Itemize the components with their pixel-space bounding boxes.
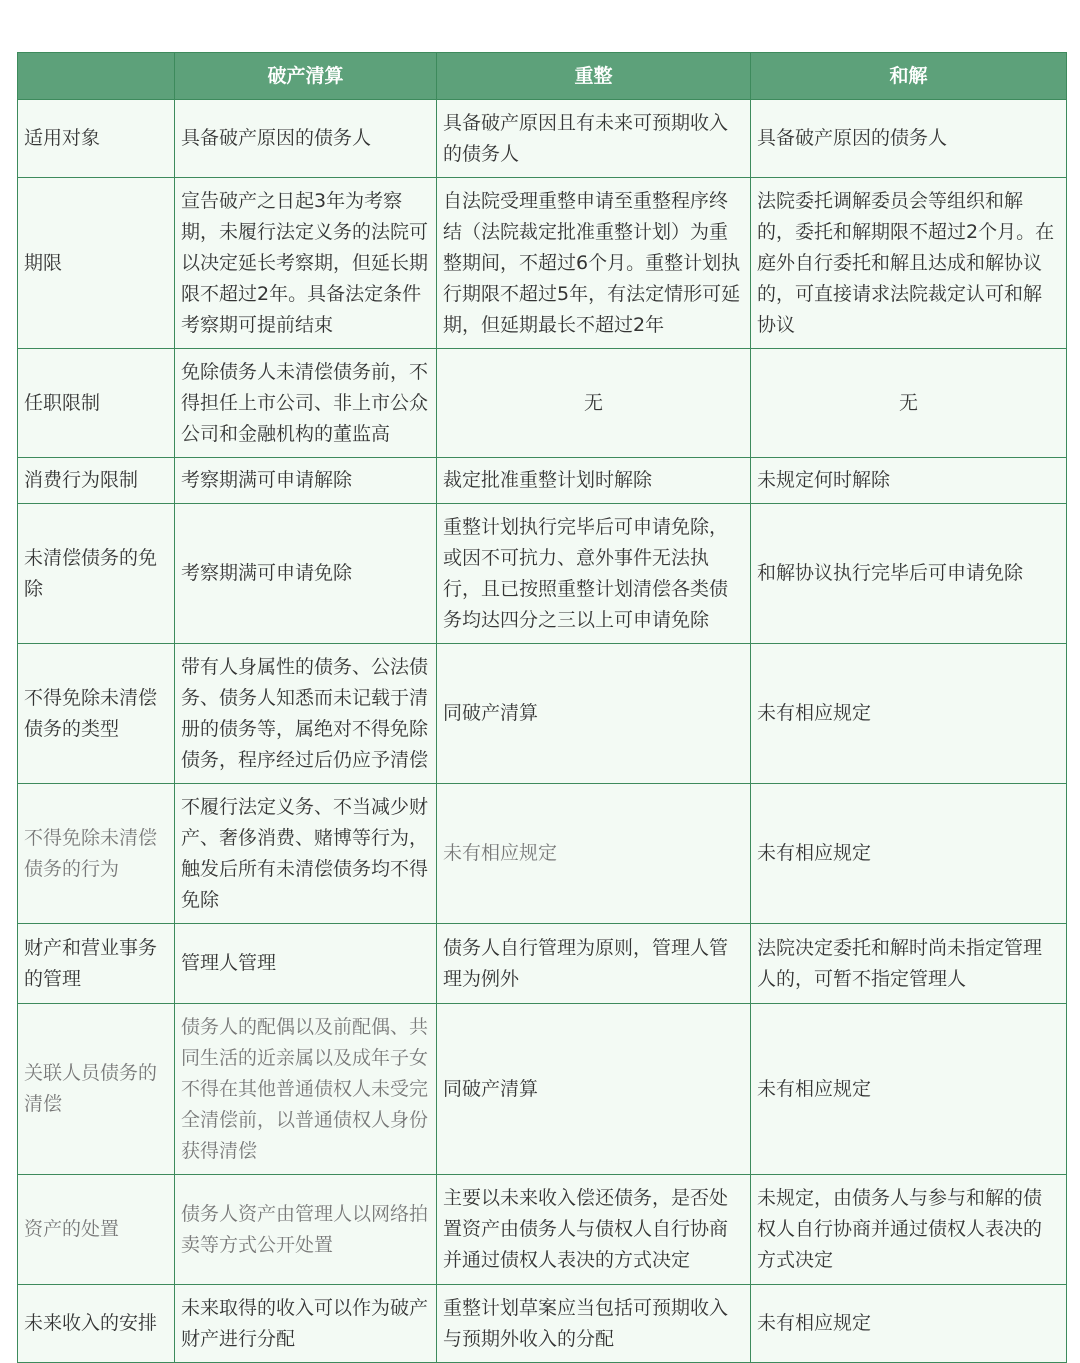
cell-settlement: 具备破产原因的债务人 xyxy=(751,100,1067,178)
row-label: 任职限制 xyxy=(18,349,175,458)
table-row xyxy=(18,349,1067,458)
cell-settlement: 未规定何时解除 xyxy=(751,458,1067,504)
row-label: 期限 xyxy=(18,178,175,349)
cell-reorganization: 未有相应规定 xyxy=(437,784,751,924)
comparison-table xyxy=(17,52,1067,1363)
table-row xyxy=(18,178,1067,349)
cell-reorganization: 债务人自行管理为原则，管理人管理为例外 xyxy=(437,924,751,1004)
cell-liquidation: 考察期满可申请解除 xyxy=(175,458,437,504)
header-reorganization: 重整 xyxy=(437,53,751,100)
cell-settlement: 和解协议执行完毕后可申请免除 xyxy=(751,504,1067,644)
table-row xyxy=(18,784,1067,924)
row-label: 不得免除未清偿债务的行为 xyxy=(18,784,175,924)
cell-settlement: 未有相应规定 xyxy=(751,1285,1067,1363)
cell-liquidation: 不履行法定义务、不当减少财产、奢侈消费、赌博等行为，触发后所有未清偿债务均不得免除 xyxy=(175,784,437,924)
cell-settlement: 未有相应规定 xyxy=(751,644,1067,784)
cell-liquidation: 债务人资产由管理人以网络拍卖等方式公开处置 xyxy=(175,1175,437,1285)
table-row xyxy=(18,504,1067,644)
table-row xyxy=(18,924,1067,1004)
cell-reorganization: 无 xyxy=(437,349,751,458)
cell-reorganization: 裁定批准重整计划时解除 xyxy=(437,458,751,504)
cell-settlement: 未有相应规定 xyxy=(751,784,1067,924)
table-row xyxy=(18,1004,1067,1175)
row-label: 财产和营业事务的管理 xyxy=(18,924,175,1004)
cell-settlement: 未规定，由债务人与参与和解的债权人自行协商并通过债权人表决的方式决定 xyxy=(751,1175,1067,1285)
cell-reorganization: 自法院受理重整申请至重整程序终结（法院裁定批准重整计划）为重整期间，不超过6个月。重整计划执行期限不超过5年，有法定情形可延期，但延期最长不超过2年 xyxy=(437,178,751,349)
cell-reorganization: 具备破产原因且有未来可预期收入的债务人 xyxy=(437,100,751,178)
top-margin xyxy=(0,0,1080,52)
cell-liquidation: 考察期满可申请免除 xyxy=(175,504,437,644)
header-blank xyxy=(18,53,175,100)
row-label: 未来收入的安排 xyxy=(18,1285,175,1363)
cell-liquidation: 具备破产原因的债务人 xyxy=(175,100,437,178)
cell-liquidation: 债务人的配偶以及前配偶、共同生活的近亲属以及成年子女不得在其他普通债权人未受完全清偿前，以普通债权人身份获得清偿 xyxy=(175,1004,437,1175)
cell-settlement: 无 xyxy=(751,349,1067,458)
cell-reorganization: 重整计划草案应当包括可预期收入与预期外收入的分配 xyxy=(437,1285,751,1363)
cell-reorganization: 主要以未来收入偿还债务，是否处置资产由债务人与债权人自行协商并通过债权人表决的方式决定 xyxy=(437,1175,751,1285)
row-label: 适用对象 xyxy=(18,100,175,178)
cell-settlement: 未有相应规定 xyxy=(751,1004,1067,1175)
cell-reorganization: 同破产清算 xyxy=(437,1004,751,1175)
table-row xyxy=(18,100,1067,178)
header-bankruptcy-liquidation: 破产清算 xyxy=(175,53,437,100)
cell-liquidation: 管理人管理 xyxy=(175,924,437,1004)
row-label: 资产的处置 xyxy=(18,1175,175,1285)
row-label: 关联人员债务的清偿 xyxy=(18,1004,175,1175)
cell-settlement: 法院委托调解委员会等组织和解的，委托和解期限不超过2个月。在庭外自行委托和解且达成和解协议的，可直接请求法院裁定认可和解协议 xyxy=(751,178,1067,349)
cell-reorganization: 同破产清算 xyxy=(437,644,751,784)
table-header-row xyxy=(18,53,1067,100)
cell-liquidation: 未来取得的收入可以作为破产财产进行分配 xyxy=(175,1285,437,1363)
table-row xyxy=(18,1285,1067,1363)
cell-liquidation: 免除债务人未清偿债务前，不得担任上市公司、非上市公众公司和金融机构的董监高 xyxy=(175,349,437,458)
cell-liquidation: 带有人身属性的债务、公法债务、债务人知悉而未记载于清册的债务等，属绝对不得免除债务，程序经过后仍应予清偿 xyxy=(175,644,437,784)
cell-reorganization: 重整计划执行完毕后可申请免除，或因不可抗力、意外事件无法执行，且已按照重整计划清偿各类债务均达四分之三以上可申请免除 xyxy=(437,504,751,644)
row-label: 消费行为限制 xyxy=(18,458,175,504)
cell-liquidation: 宣告破产之日起3年为考察期，未履行法定义务的法院可以决定延长考察期，但延长期限不超过2年。具备法定条件考察期可提前结束 xyxy=(175,178,437,349)
row-label: 不得免除未清偿债务的类型 xyxy=(18,644,175,784)
cell-settlement: 法院决定委托和解时尚未指定管理人的，可暂不指定管理人 xyxy=(751,924,1067,1004)
row-label: 未清偿债务的免除 xyxy=(18,504,175,644)
header-settlement: 和解 xyxy=(751,53,1067,100)
table-row xyxy=(18,458,1067,504)
table-row xyxy=(18,644,1067,784)
table-row xyxy=(18,1175,1067,1285)
